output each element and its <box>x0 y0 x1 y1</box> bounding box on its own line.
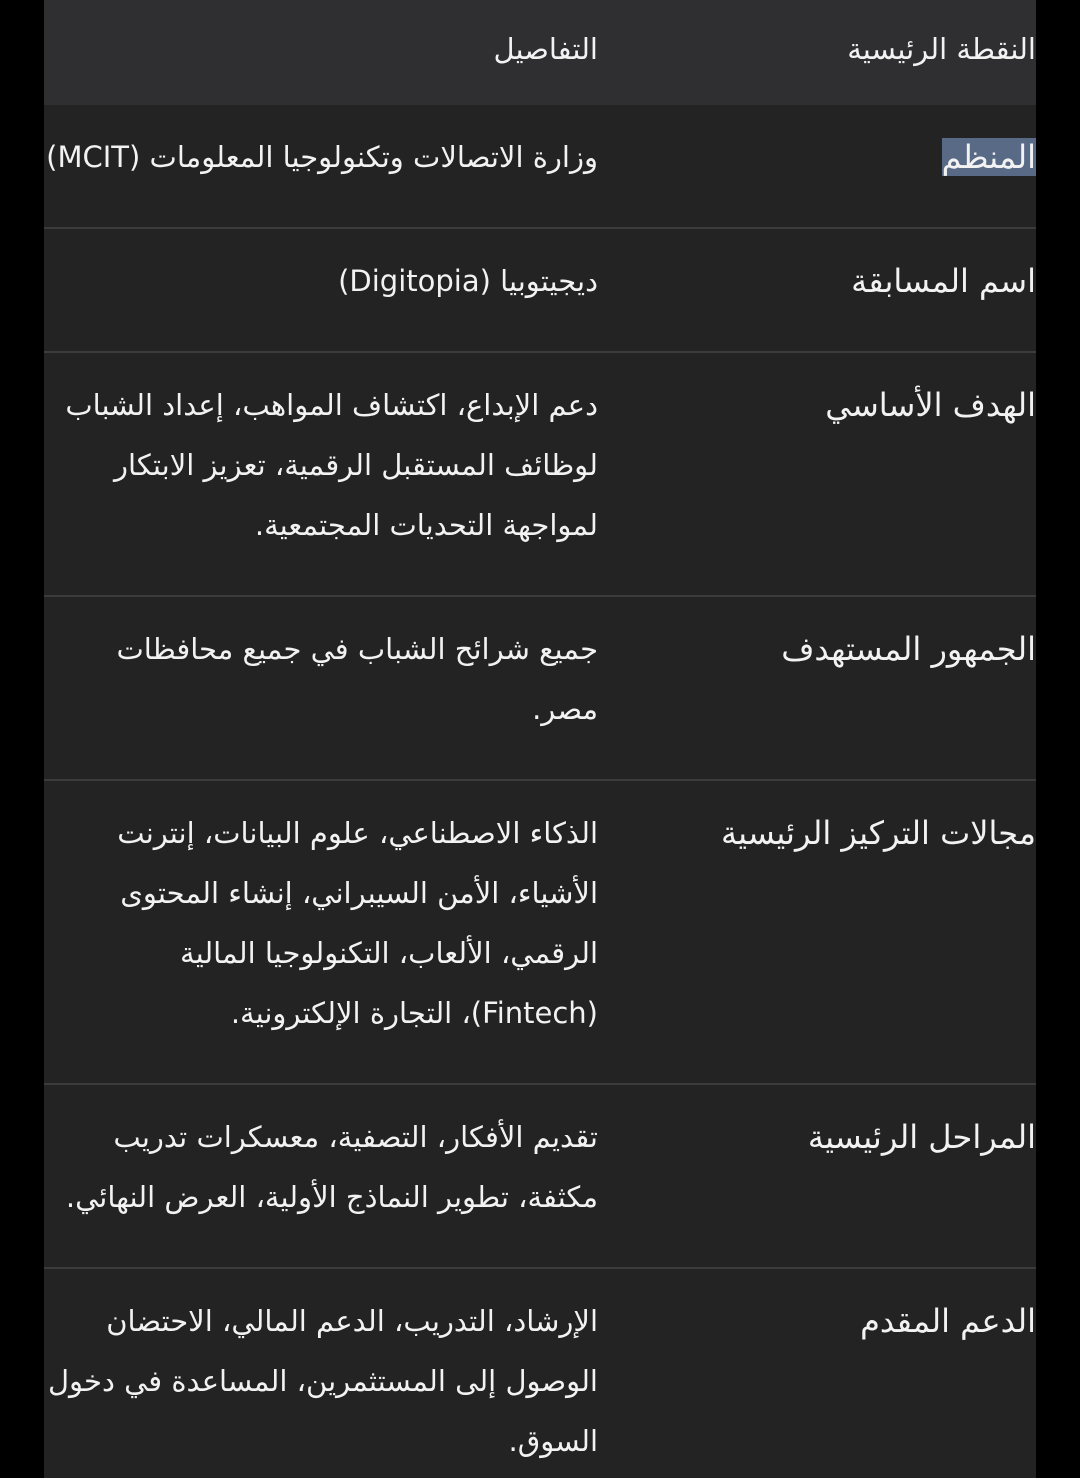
row-key: المراحل الرئيسية <box>807 1118 1036 1156</box>
table-row <box>44 780 1036 1084</box>
table-row <box>44 1268 1036 1478</box>
row-value <box>44 1268 636 1478</box>
row-key: الجمهور المستهدف <box>781 630 1036 668</box>
summary-table-container <box>44 0 1036 1478</box>
row-value-text: دعم الإبداع، اكتشاف المواهب، إعداد الشباب لوظائف المستقبل الرقمية، تعزيز الابتكار لمواجهة التحديات المجتمعية. <box>65 388 598 542</box>
row-value-text: جميع شرائح الشباب في جميع محافظات مصر. <box>116 632 598 726</box>
row-value-text: ديجيتوبيا (Digitopia) <box>338 264 598 298</box>
row-value <box>44 352 636 596</box>
row-value-text: الذكاء الاصطناعي، علوم البيانات، إنترنت الأشياء، الأمن السيبراني، إنشاء المحتوى الرقمي، الألعاب، التكنولوجيا المالية (Fintech)، التجارة الإلكترونية. <box>117 816 598 1030</box>
table-header-row <box>44 0 1036 105</box>
row-value <box>44 780 636 1084</box>
header-details: التفاصيل <box>493 32 598 66</box>
table-row <box>44 352 1036 596</box>
table-row <box>44 596 1036 780</box>
table-row <box>44 105 1036 228</box>
table-body <box>44 105 1036 1478</box>
selected-text[interactable]: المنظم <box>941 138 1036 176</box>
row-value <box>44 228 636 352</box>
row-value-text: وزارة الاتصالات وتكنولوجيا المعلومات (MCIT) <box>46 140 598 174</box>
row-key <box>636 105 1036 228</box>
row-value-text: تقديم الأفكار، التصفية، معسكرات تدريب مكثفة، تطوير النماذج الأولية، العرض النهائي. <box>65 1120 598 1214</box>
row-key: مجالات التركيز الرئيسية <box>721 814 1036 852</box>
row-key: اسم المسابقة <box>851 262 1036 300</box>
row-value <box>44 1084 636 1268</box>
row-key: الهدف الأساسي <box>825 386 1036 424</box>
summary-table <box>44 0 1036 1478</box>
row-key: الدعم المقدم <box>860 1302 1036 1340</box>
table-row <box>44 1084 1036 1268</box>
row-value <box>44 596 636 780</box>
table-row <box>44 228 1036 352</box>
row-value-text: الإرشاد، التدريب، الدعم المالي، الاحتضان الوصول إلى المستثمرين، المساعدة في دخول السوق. <box>47 1304 598 1458</box>
header-key: النقطة الرئيسية <box>847 32 1036 66</box>
row-value <box>44 105 636 228</box>
table-header <box>44 0 1036 105</box>
